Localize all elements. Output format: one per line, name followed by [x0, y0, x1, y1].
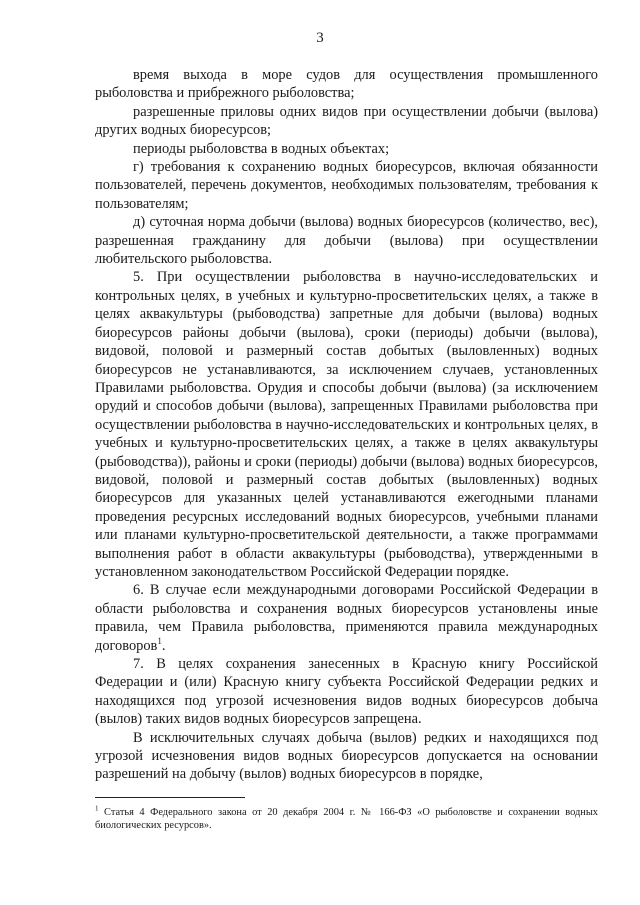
paragraph-clause-5: 5. При осуществлении рыболовства в научно-исследовательских и контрольных целях, в учебных и культурно-просветительских целях, а также в целях аквакультуры (рыбоводства) запретные для добычи (вылова) водных биоресурсов районы добычи (вылова), сроки (периоды) добычи (вылова), видовой, половой и размерный состав добытых (выловленных) водных биоресурсов не устанавливаются, за исключением случаев, установленных Правилами рыболовства. Орудия и способы добычи (вылова) (за исключением орудий и способов добычи (вылова), запрещенных Правилами рыболовства при осуществлении рыболовства в научно-исследовательских и контрольных целях, в учебных и культурно-просветительских целях, а также в целях аквакультуры (рыбоводства)), районы и сроки (периоды) добычи (вылова) водных биоресурсов, видовой, половой и размерный состав добытых (выловленных) водных биоресурсов для указанных целей устанавливаются ежегодными планами проведения ресурсных исследований водных биоресурсов, учебными планами или планами культурно-просветительской деятельности, а также программами выполнения работ в области аквакультуры (рыбоводства), утвержденными в установленном законодательством Российской Федерации порядке. [95, 269, 598, 580]
paragraph-fishing-periods: периоды рыболовства в водных объектах; [133, 140, 390, 157]
paragraph-clause-7: 7. В целях сохранения занесенных в Красную книгу Российской Федерации и (или) Красную книгу субъекта Российской Федерации редких и находящихся под угрозой исчезновения видов водных биоресурсов добыча (вылов) таких видов водных биоресурсов запрещена. [95, 656, 598, 728]
paragraph-vessel-departure: время выхода в море судов для осуществления промышленного рыболовства и прибрежного рыболовства; [95, 67, 598, 102]
paragraph-item-g: г) требования к сохранению водных биоресурсов, включая обязанности пользователей, перечень документов, необходимых пользователям, требования к пользователям; [95, 159, 598, 212]
footnote-reference[interactable]: 1 [157, 635, 162, 646]
paragraph-clause-6: 6. В случае если международными договорами Российской Федерации в области рыболовства и сохранения водных биоресурсов установлены иные правила, чем Правила рыболовства, применяются правила международных договоров$^1$. [95, 582, 598, 654]
footnote [95, 806, 598, 832]
paragraph-clause-6-text: 6. В случае если международными договорами Российской Федерации в области рыболовства и сохранения водных биоресурсов установлены иные правила, чем Правила рыболовства, применяются правила международных договоров [95, 582, 598, 654]
paragraph-bycatch: разрешенные приловы одних видов при осуществлении добычи (вылова) других водных биоресурсов; [95, 103, 598, 139]
document-body [95, 66, 598, 784]
footnote-separator [95, 797, 245, 798]
paragraph-item-d: д) суточная норма добычи (вылова) водных биоресурсов (количество, вес), разрешенная гражданину для добычи (вылова) при осуществлении любительского рыболовства. [95, 214, 598, 268]
footnote-marker: 1 [95, 804, 99, 813]
paragraph-exceptional-cases: В исключительных случаях добыча (вылов) редких и находящихся под угрозой исчезновения видов водных биоресурсов допускается на основании разрешений на добычу (вылов) водных биоресурсов в порядке, [95, 729, 598, 783]
footnote-text: Статья 4 Федерального закона от 20 декабря 2004 г. № 166-ФЗ «О рыболовстве и сохранении водных биологических ресурсов». [95, 807, 598, 831]
page-number: 3 [316, 30, 324, 46]
